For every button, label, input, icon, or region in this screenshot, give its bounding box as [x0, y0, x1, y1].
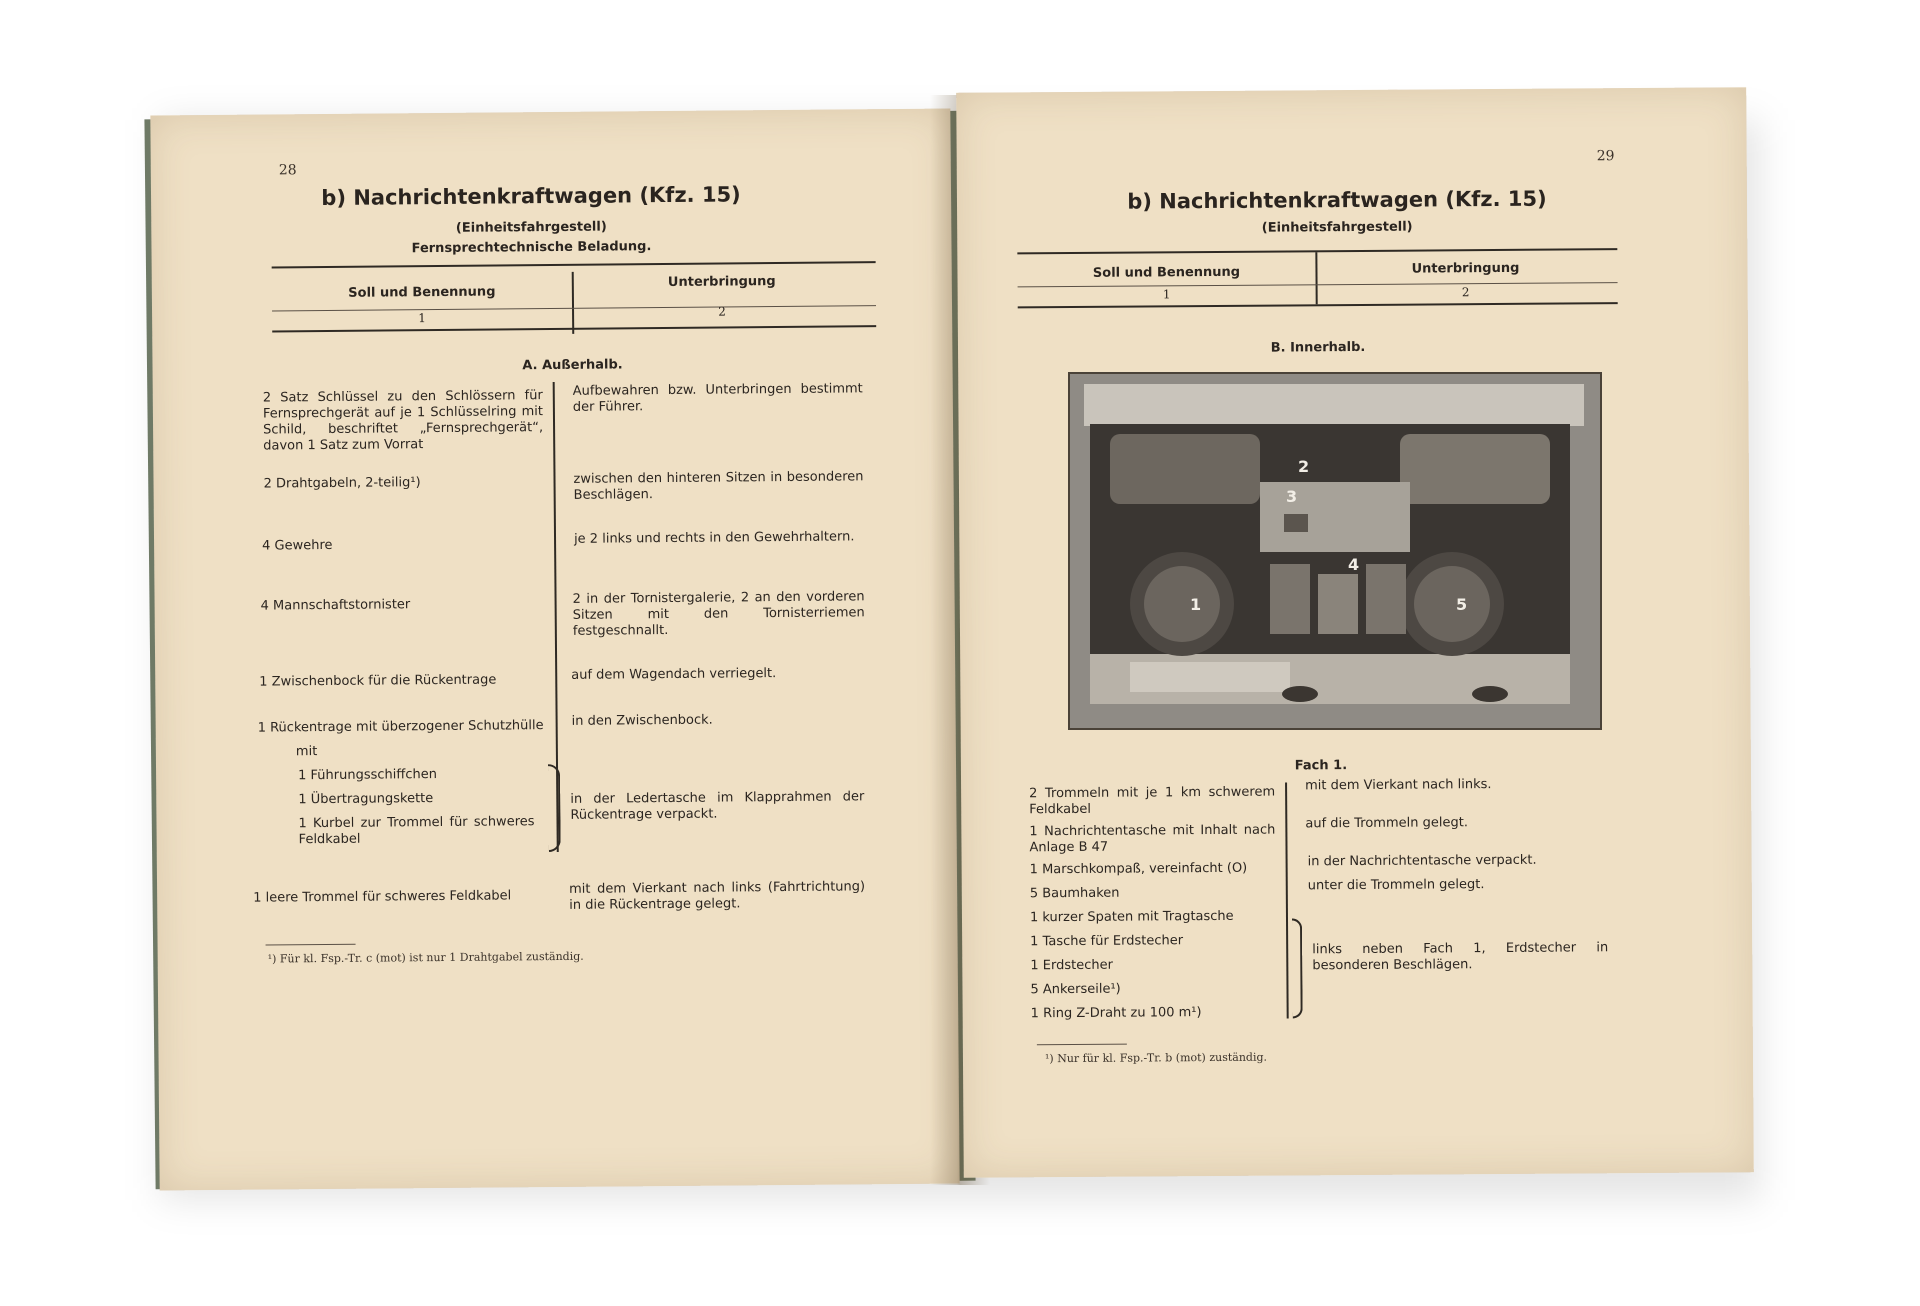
photo-label-5: 5	[1456, 595, 1468, 614]
right-row-7: mit dem Vierkant nach links (Fahrtrichtung) in die Rückentrage gelegt.	[569, 879, 866, 913]
right-page-number: 29	[1596, 148, 1615, 165]
left-row-5: 1 Zwischenbock für die Rückentrage	[259, 672, 497, 690]
left-row-6b: 1 Übertragungskette	[298, 791, 434, 808]
right-left-row-5: 1 kurzer Spaten mit Tragtasche	[1029, 908, 1234, 926]
left-footnote: ¹) Für kl. Fsp.-Tr. c (mot) ist nur 1 Drahtgabel zuständig.	[267, 949, 584, 966]
column-number-1: 1	[1162, 287, 1171, 302]
left-row-7: 1 leere Trommel für schweres Feldkabel	[253, 888, 512, 906]
footnote-rule	[266, 944, 356, 946]
photo-label-1: 1	[1190, 595, 1202, 614]
right-footnote: ¹) Nur für kl. Fsp.-Tr. b (mot) zuständig.	[1044, 1050, 1268, 1066]
right-left-row-4: 5 Baumhaken	[1029, 885, 1120, 902]
column-header-2: Unterbringung	[1411, 260, 1520, 277]
right-right-row-4: unter die Trommeln gelegt.	[1307, 877, 1485, 894]
compartment-illustration	[1070, 374, 1600, 728]
right-row-1: Aufbewahren bzw. Unterbringen bestimmt der Führer.	[572, 381, 863, 415]
left-page-number: 28	[278, 162, 297, 179]
left-page-title: b) Nachrichtenkraftwagen (Kfz. 15)	[321, 182, 741, 211]
right-page-title: b) Nachrichtenkraftwagen (Kfz. 15)	[1127, 186, 1547, 214]
right-left-row-9: 1 Ring Z-Draht zu 100 m¹)	[1030, 1005, 1202, 1022]
right-right-row-3: in der Nachrichtentasche verpackt.	[1307, 852, 1537, 870]
left-row-6a: 1 Führungsschiffchen	[298, 767, 438, 784]
column-divider	[1285, 782, 1289, 1018]
left-page	[150, 109, 959, 1191]
column-number-2: 2	[1461, 285, 1470, 300]
left-page-subtitle-2: Fernsprechtechnische Beladung.	[411, 239, 652, 257]
right-row-5: auf dem Wagendach verriegelt.	[571, 666, 777, 683]
right-right-row-1: mit dem Vierkant nach links.	[1305, 777, 1492, 794]
right-left-row-2: 1 Nachrichtentasche mit Inhalt nach Anlage B 47	[1029, 822, 1276, 856]
right-row-6: in den Zwischenbock.	[571, 712, 713, 729]
vehicle-compartment-photo	[1068, 372, 1602, 730]
fach-heading: Fach 1.	[1294, 758, 1348, 774]
right-right-row-2: auf die Trommeln gelegt.	[1305, 815, 1468, 832]
column-header-2: Unterbringung	[667, 274, 776, 291]
left-row-1: 2 Satz Schlüssel zu den Schlössern für Fernsprechgerät auf je 1 Schlüsselring mit Schild, beschriftet „Fernsprechgerät“, davon 1 Satz zum Vorrat	[262, 388, 544, 454]
column-number-2: 2	[718, 304, 726, 319]
right-row-2: zwischen den hinteren Sitzen in besonderen Beschlägen.	[573, 469, 864, 503]
right-right-row-group: links neben Fach 1, Erdstecher in besonderen Beschlägen.	[1312, 940, 1609, 974]
right-page-subtitle: (Einheitsfahrgestell)	[1261, 219, 1413, 236]
left-page-subtitle: (Einheitsfahrgestell)	[455, 219, 607, 236]
photo-label-3: 3	[1286, 487, 1298, 506]
right-row-3: je 2 links und rechts in den Gewehrhaltern.	[573, 529, 855, 547]
right-left-row-1: 2 Trommeln mit je 1 km schwerem Feldkabel	[1029, 784, 1276, 818]
column-header-1: Soll und Benennung	[1092, 264, 1241, 281]
column-header-1: Soll und Benennung	[348, 284, 496, 301]
grouping-brace	[548, 764, 561, 852]
column-number-1: 1	[418, 311, 426, 326]
section-heading: A. Außerhalb.	[522, 357, 623, 374]
photo-label-2: 2	[1298, 457, 1310, 476]
left-row-4: 4 Mannschaftstornister	[260, 597, 411, 614]
footnote-rule	[1037, 1044, 1127, 1046]
left-row-6-mit: mit	[295, 744, 318, 760]
right-row-6-group: in der Ledertasche im Klapprahmen der Rückentrage verpackt.	[570, 789, 865, 823]
left-row-6c: 1 Kurbel zur Trommel für schweres Feldkabel	[298, 814, 535, 848]
section-heading: B. Innerhalb.	[1270, 339, 1366, 356]
table-top-rule	[272, 261, 876, 268]
right-left-row-3: 1 Marschkompaß, vereinfacht (O)	[1029, 860, 1248, 878]
left-row-6: 1 Rückentrage mit überzogener Schutzhülle	[257, 718, 544, 736]
right-row-4: 2 in der Tornistergalerie, 2 an den vorderen Sitzen mit den Tornisterriemen festgeschnallt.	[572, 589, 865, 639]
grouping-brace	[1292, 918, 1303, 1018]
right-left-row-6: 1 Tasche für Erdstecher	[1030, 933, 1184, 950]
right-left-row-8: 5 Ankerseile¹)	[1030, 981, 1121, 998]
photo-label-4: 4	[1348, 555, 1360, 574]
left-row-2: 2 Drahtgabeln, 2-teilig¹)	[263, 475, 421, 492]
right-left-row-7: 1 Erdstecher	[1030, 957, 1113, 974]
left-row-3: 4 Gewehre	[262, 537, 333, 554]
